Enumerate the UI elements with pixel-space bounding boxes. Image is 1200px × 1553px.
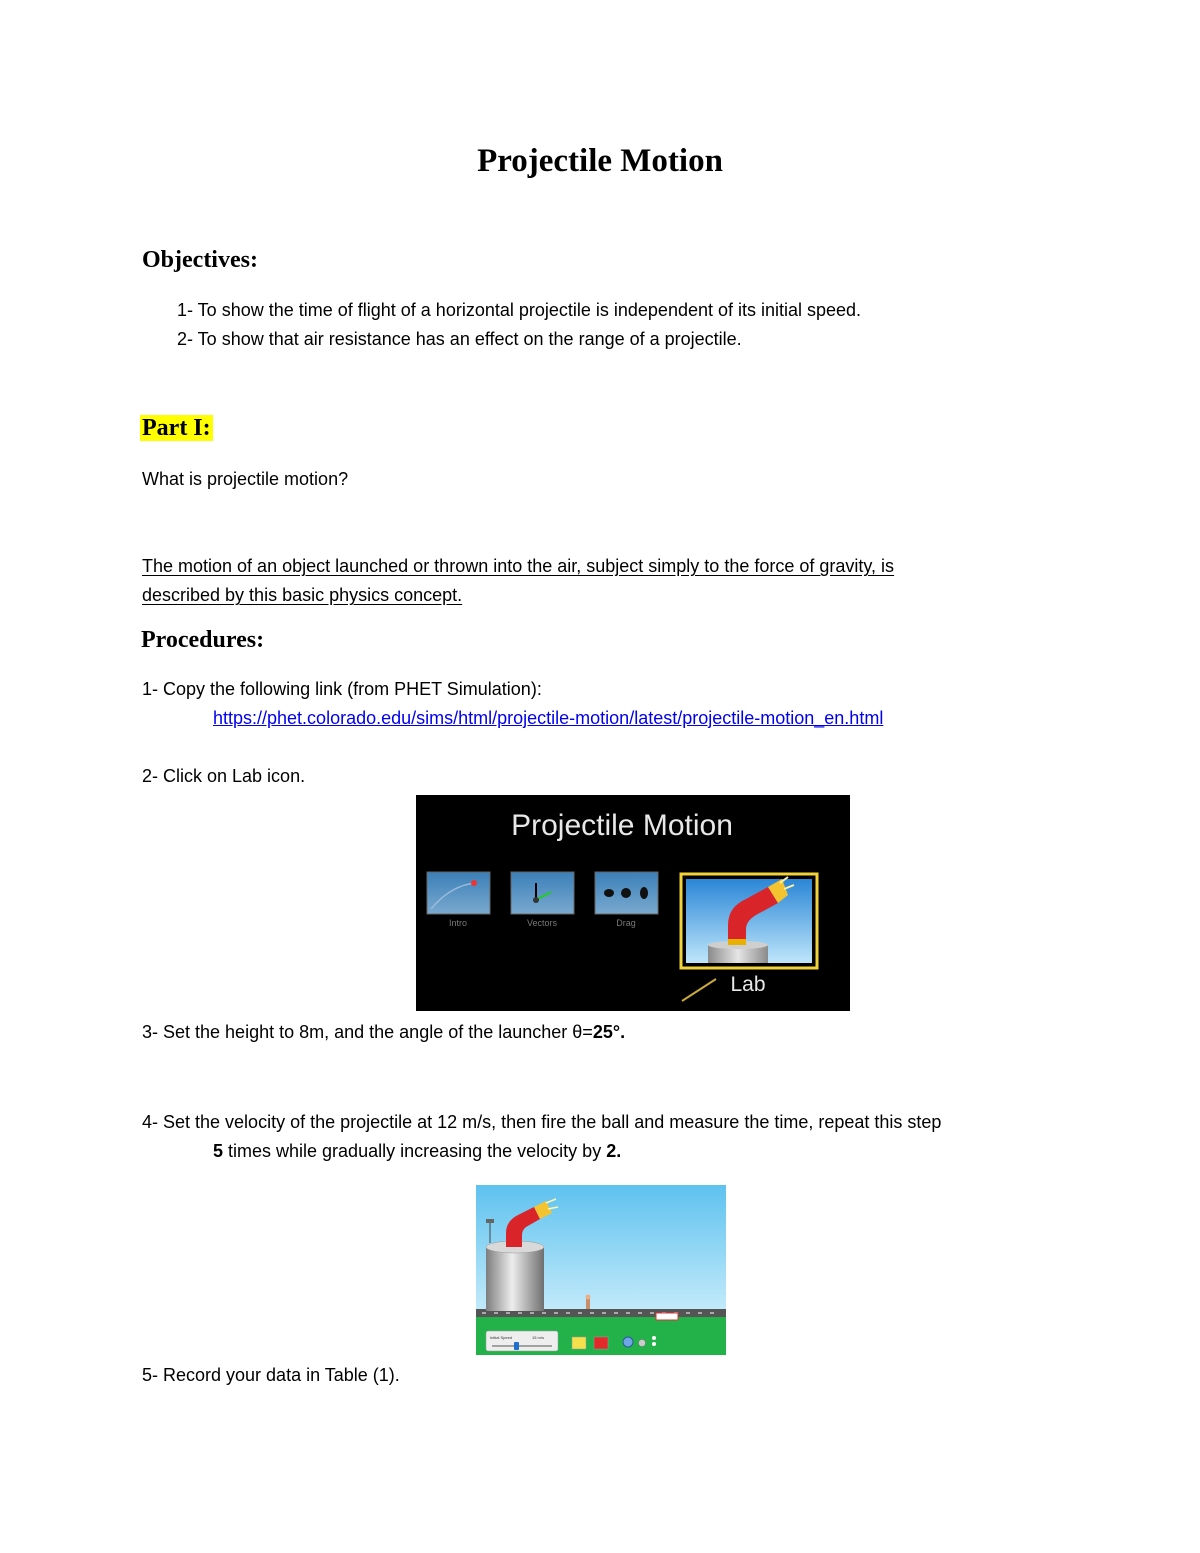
step-2: 2- Click on Lab icon. [142,766,306,786]
speed-option-normal[interactable] [652,1336,656,1340]
procedures-heading: Procedures: [141,627,265,653]
part1-answer-line1: The motion of an object launched or thrown into the air, subject simply to the force of gravity, is [142,556,895,576]
phet-screen-lab-label: Lab [730,973,766,996]
objective-item-1: 1- To show the time of flight of a horizontal projectile is independent of its initial speed. [177,300,862,320]
part1-question: What is projectile motion? [142,469,349,489]
phet-screen-intro-label: Intro [448,918,468,928]
phet-screen-vectors-label: Vectors [526,918,558,928]
phet-screen-intro[interactable] [427,872,490,928]
speed-option-slow[interactable] [652,1342,656,1346]
phet-screen-vectors[interactable] [511,872,574,928]
step-1: 1- Copy the following link (from PHET Simulation): [142,679,542,699]
phet-menu-title: Projectile Motion [511,809,733,842]
step-4-line2: 5 times while gradually increasing the velocity by 2. [213,1141,622,1161]
fire-button[interactable] [594,1337,608,1349]
step-button[interactable] [639,1340,646,1347]
initial-speed-slider-thumb[interactable] [514,1342,519,1350]
phet-screen-drag[interactable] [595,872,658,928]
phet-link-wrapper [213,707,883,729]
play-pause-button[interactable] [623,1337,633,1347]
phet-lab-screenshot [476,1185,726,1355]
initial-speed-panel [486,1331,558,1351]
objectives-heading: Objectives: [142,247,258,273]
phet-screen-drag-label: Drag [616,918,636,928]
page-title: Projectile Motion [477,143,723,179]
step-4-line1: 4- Set the velocity of the projectile at 12 m/s, then fire the ball and measure the time, repeat this step [142,1112,942,1132]
phet-menu-screenshot [416,795,850,1011]
step-5: 5- Record your data in Table (1). [142,1365,400,1385]
phet-link[interactable]: https://phet.colorado.edu/sims/html/projectile-motion/latest/projectile-motion_en.html [213,708,884,728]
part1-heading: Part I: [142,415,211,441]
eraser-button[interactable] [572,1337,586,1349]
phet-screen-lab[interactable] [681,874,817,1001]
objective-item-2: 2- To show that air resistance has an effect on the range of a projectile. [177,329,742,349]
part1-answer-line2: described by this basic physics concept. [142,585,463,605]
step-3: 3- Set the height to 8m, and the angle of the launcher θ=25°. [142,1022,626,1042]
initial-speed-label: Initial Speed [490,1335,513,1340]
initial-speed-value: 15 m/s [532,1335,545,1340]
